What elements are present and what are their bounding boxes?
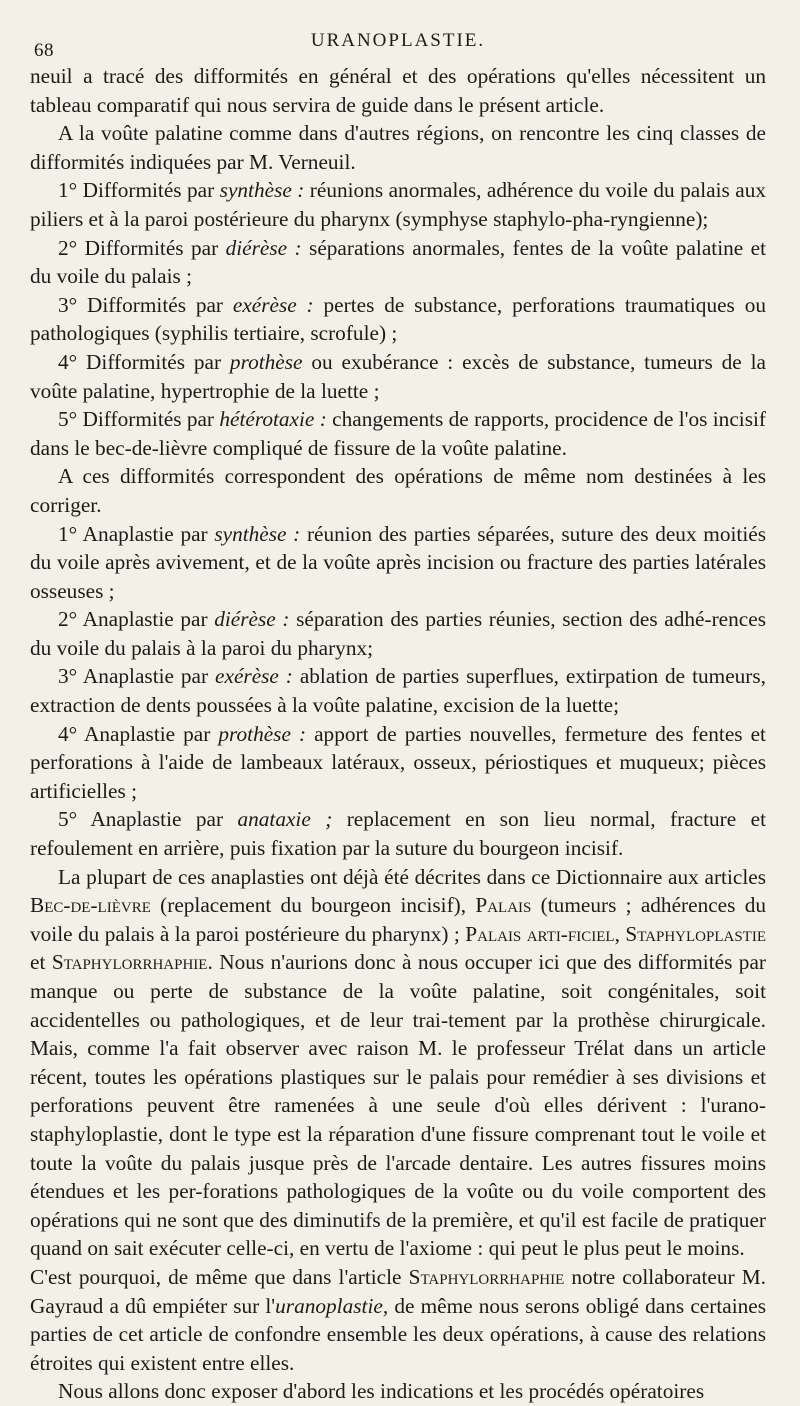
- italic-term: prothèse: [229, 349, 303, 374]
- paragraph: [30, 462, 766, 519]
- text-run: 2° Difformités par: [58, 235, 226, 260]
- body-text: [30, 62, 766, 1406]
- paragraph: [30, 720, 766, 806]
- text-run: A ces difformités correspondent des opérations de même nom destinées à les corriger.: [30, 464, 766, 517]
- paragraph: [30, 176, 766, 233]
- text-run: notre collaborateur M. Gayraud a dû empiéter sur l': [30, 1264, 766, 1318]
- italic-term: hétérotaxie :: [219, 407, 327, 432]
- italic-term: synthèse :: [214, 521, 301, 546]
- text-run: Nous allons donc exposer d'abord les indications et les procédés opératoires: [58, 1379, 705, 1404]
- page-number: 68: [34, 40, 54, 61]
- paragraph: [30, 119, 766, 176]
- italic-term: uranoplastie,: [275, 1293, 389, 1318]
- article-reference: Staphylorrhaphie: [51, 950, 208, 975]
- italic-term: exérèse :: [232, 292, 314, 317]
- paragraph: [30, 1377, 766, 1406]
- text-run: séparations anormales, fentes de la voûte palatine et du voile du palais ;: [30, 235, 766, 289]
- text-run: apport de parties nouvelles, fermeture des fentes et perforations à l'aide de lambeaux latéraux, osseux, périostiques et muqueux; pièces artificielles ;: [30, 721, 766, 803]
- paragraph: [30, 348, 766, 405]
- article-reference: Staphyloplastie: [625, 921, 766, 946]
- italic-term: synthèse :: [219, 178, 305, 203]
- text-run: replacement en son lieu normal, fracture et refoulement en arrière, puis fixation par la suture du bourgeon incisif.: [30, 807, 766, 861]
- text-run: 3° Anaplastie par: [58, 664, 216, 689]
- paragraph: [30, 863, 766, 1263]
- text-run: C'est pourquoi, de même que dans l'article: [30, 1264, 409, 1289]
- text-run: 5° Anaplastie par: [58, 807, 238, 832]
- text-run: ,: [614, 921, 626, 946]
- paragraph: [30, 405, 766, 462]
- paragraph: [30, 291, 766, 348]
- text-run: 3° Difformités par: [58, 292, 233, 317]
- text-run: pertes de substance, perforations traumatiques ou pathologiques (syphilis tertiaire, scrofule) ;: [30, 292, 766, 346]
- paragraph: [30, 662, 766, 719]
- text-run: (replacement du bourgeon incisif),: [150, 893, 476, 918]
- paragraph: [30, 62, 766, 119]
- article-reference: Palais: [475, 893, 532, 918]
- text-run: 1° Difformités par: [58, 178, 220, 203]
- text-run: ablation de parties superflues, extirpation de tumeurs, extraction de dents poussées à la voûte palatine, excision de la luette;: [30, 664, 766, 718]
- text-run: réunions anormales, adhérence du voile du palais aux piliers et à la paroi postérieure du pharynx (symphyse staphylo-pha-ryngienne);: [30, 178, 766, 231]
- article-reference: Bec-de-lièvre: [30, 893, 151, 918]
- paragraph: [30, 1263, 766, 1377]
- italic-term: anataxie ;: [237, 807, 333, 832]
- text-run: de même nous serons obligé dans certaines parties de cet article de confondre ensemble les deux opérations, à cause des relations étroites qui existent entre elles.: [30, 1293, 766, 1375]
- paragraph: [30, 605, 766, 662]
- article-reference: Staphylorrhaphie: [408, 1264, 565, 1289]
- italic-term: exérèse :: [215, 664, 293, 689]
- text-run: neuil a tracé des difformités en général et des opérations qu'elles nécessitent un tableau comparatif qui nous servira de guide dans le présent article.: [30, 64, 766, 117]
- text-run: ou exubérance : excès de substance, tumeurs de la voûte palatine, hypertrophie de la luette ;: [30, 349, 766, 403]
- text-run: 5° Difformités par: [58, 407, 220, 432]
- text-run: 2° Anaplastie par: [58, 607, 215, 632]
- paragraph: [30, 805, 766, 862]
- text-run: A la voûte palatine comme dans d'autres régions, on rencontre les cinq classes de difformités indiquées par M. Verneuil.: [30, 121, 766, 174]
- paragraph: [30, 234, 766, 291]
- text-run: changements de rapports, procidence de l'os incisif dans le bec-de-lièvre compliqué de fissure de la voûte palatine.: [30, 407, 766, 460]
- text-run: La plupart de ces anaplasties ont déjà été décrites dans ce Dictionnaire aux articles: [58, 864, 766, 889]
- text-run: (tumeurs ; adhérences du voile du palais à la paroi postérieure du pharynx) ;: [30, 893, 766, 946]
- text-run: et: [30, 950, 52, 975]
- text-run: 1° Anaplastie par: [58, 521, 215, 546]
- text-run: 4° Difformités par: [58, 349, 230, 374]
- paragraph: [30, 520, 766, 606]
- text-run: réunion des parties séparées, suture des deux moitiés du voile après avivement, et de la voûte après incision ou fracture des parties latérales osseuses ;: [30, 521, 766, 603]
- italic-term: prothèse :: [218, 721, 307, 746]
- text-run: 4° Anaplastie par: [58, 721, 219, 746]
- article-reference: Palais arti-ficiel: [465, 921, 615, 946]
- running-title: URANOPLASTIE.: [310, 30, 486, 51]
- text-run: . Nous n'aurions donc à nous occuper ici que des difformités par manque ou perte de substance de la voûte palatine, soit congénitales, soit accidentelles ou pathologiques, et de leur trai-tement par la prothèse chirurgicale. Mais, comme l'a fait observer avec raison M. le professeur Trélat dans un article récent, toutes les opérations plastiques sur le palais pour remédier à ses divisions et perforations peuvent être ramenées à une seule d'où elles dérivent : l'urano-staphyloplastie, dont le type est la réparation d'une fissure comprenant tout le voile et toute la voûte du palais jusque près de l'arcade dentaire. Les autres fissures moins étendues et les per-forations pathologiques de la voûte ou du voile comportent des opérations qui ne sont que des diminutifs de la première, et qu'il est facile de pratiquer quand on sait exécuter celle-ci, en vertu de l'axiome : qui peut le plus peut le moins.: [30, 950, 766, 1261]
- page-header: [30, 24, 766, 62]
- italic-term: diérèse :: [225, 235, 302, 260]
- text-run: séparation des parties réunies, section des adhé-rences du voile du palais à la paroi du pharynx;: [30, 607, 766, 660]
- italic-term: diérèse :: [214, 607, 290, 632]
